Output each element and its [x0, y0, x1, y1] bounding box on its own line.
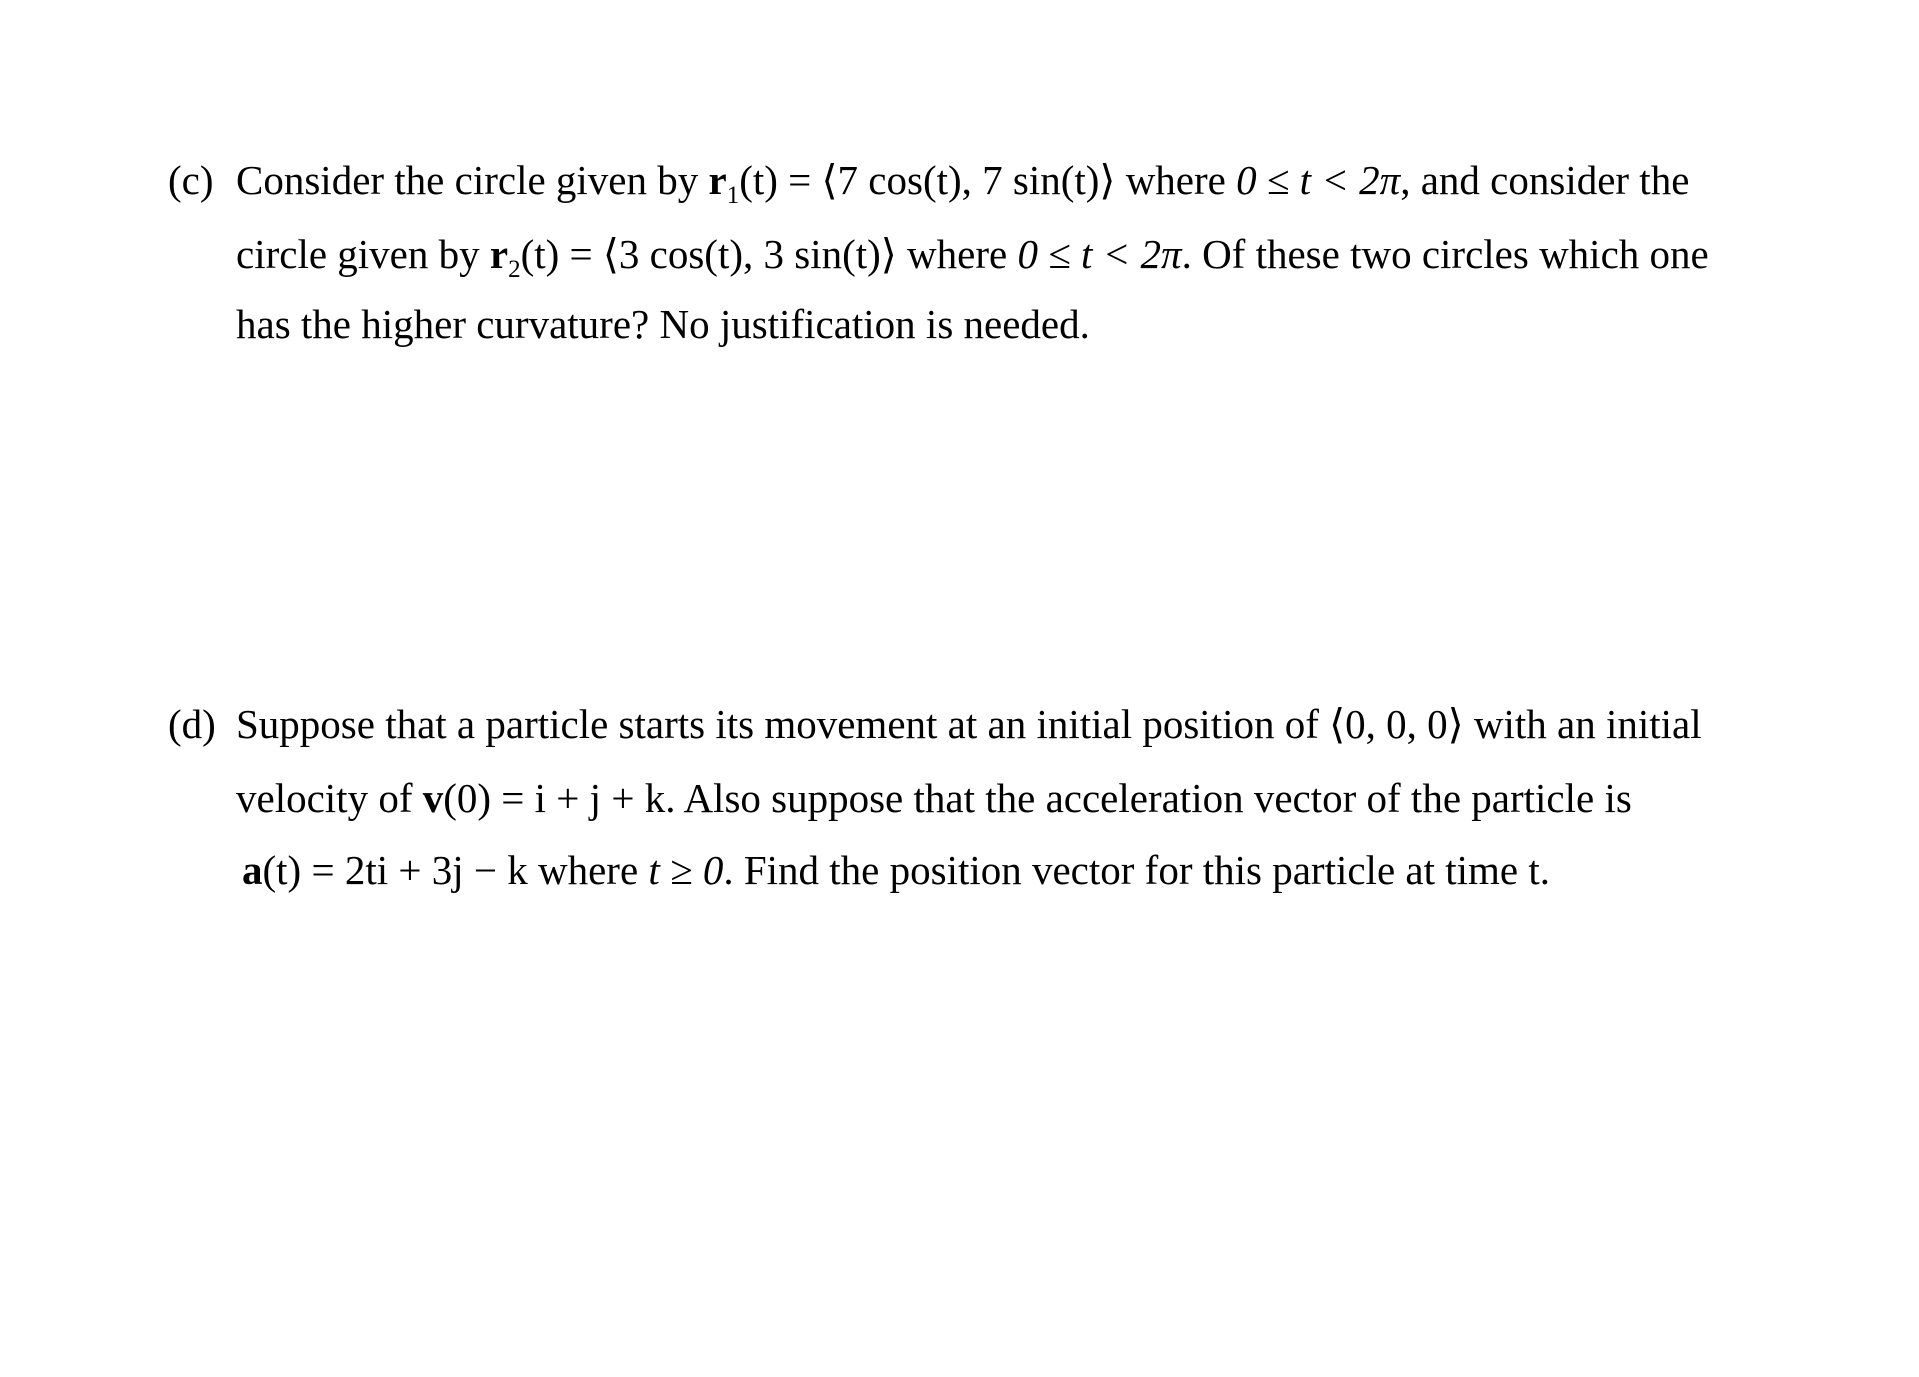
- problem-c-line-2-mid: where: [896, 231, 1018, 277]
- problem-d-line-3-mid: where: [527, 847, 649, 893]
- r2-equation: (t) = ⟨3 cos(t), 3 sin(t)⟩: [520, 231, 897, 277]
- problem-c-line-2-post: . Of these two circles which one: [1181, 231, 1709, 277]
- r2-symbol: r: [489, 231, 509, 277]
- a-symbol: a: [242, 847, 263, 893]
- initial-position-vector: ⟨0, 0, 0⟩: [1329, 701, 1464, 747]
- problem-c-line-3-text: has the higher curvature? No justification is needed.: [236, 301, 1090, 347]
- r1-equation: (t) = ⟨7 cos(t), 7 sin(t)⟩: [739, 157, 1116, 203]
- problem-d-line-1: [236, 694, 1702, 754]
- problem-d-label: (d): [168, 701, 216, 747]
- r1-subscript: 1: [726, 182, 740, 209]
- problem-c-line-2: [236, 224, 1709, 291]
- problem-d-line-3-post: . Find the position vector for this particle at time t.: [723, 847, 1550, 893]
- r1-symbol: r: [708, 157, 727, 203]
- problem-d-line-1-post: with an initial: [1463, 701, 1702, 747]
- problem-c-label: (c): [168, 157, 214, 203]
- problem-d-line-1-pre: Suppose that a particle starts its movement at an initial position of: [236, 701, 1330, 747]
- problem-c-line-1-pre: Consider the circle given by: [236, 157, 709, 203]
- problem-c-line-2-pre: circle given by: [236, 231, 490, 277]
- initial-velocity-equation: (0) = i + j + k: [443, 775, 666, 821]
- problem-c-line-1-post: , and consider the: [1400, 157, 1690, 203]
- r1-domain: 0 ≤ t < 2π: [1236, 157, 1401, 203]
- problem-d-line-2-post: . Also suppose that the acceleration vector of the particle is: [665, 775, 1632, 821]
- problem-c-line-1: [236, 150, 1689, 217]
- problem-d-line-2-pre: velocity of: [236, 775, 423, 821]
- r2-domain: 0 ≤ t < 2π: [1017, 231, 1182, 277]
- problem-d-line-2: [236, 768, 1632, 828]
- problem-c-line-1-mid: where: [1115, 157, 1237, 203]
- r2-subscript: 2: [508, 256, 521, 283]
- acceleration-domain: t ≥ 0: [648, 847, 724, 893]
- problem-c-line-3: [236, 294, 1090, 354]
- acceleration-equation: (t) = 2ti + 3j − k: [262, 847, 528, 893]
- problem-d-line-3: [242, 840, 1550, 900]
- v-symbol: v: [422, 775, 444, 821]
